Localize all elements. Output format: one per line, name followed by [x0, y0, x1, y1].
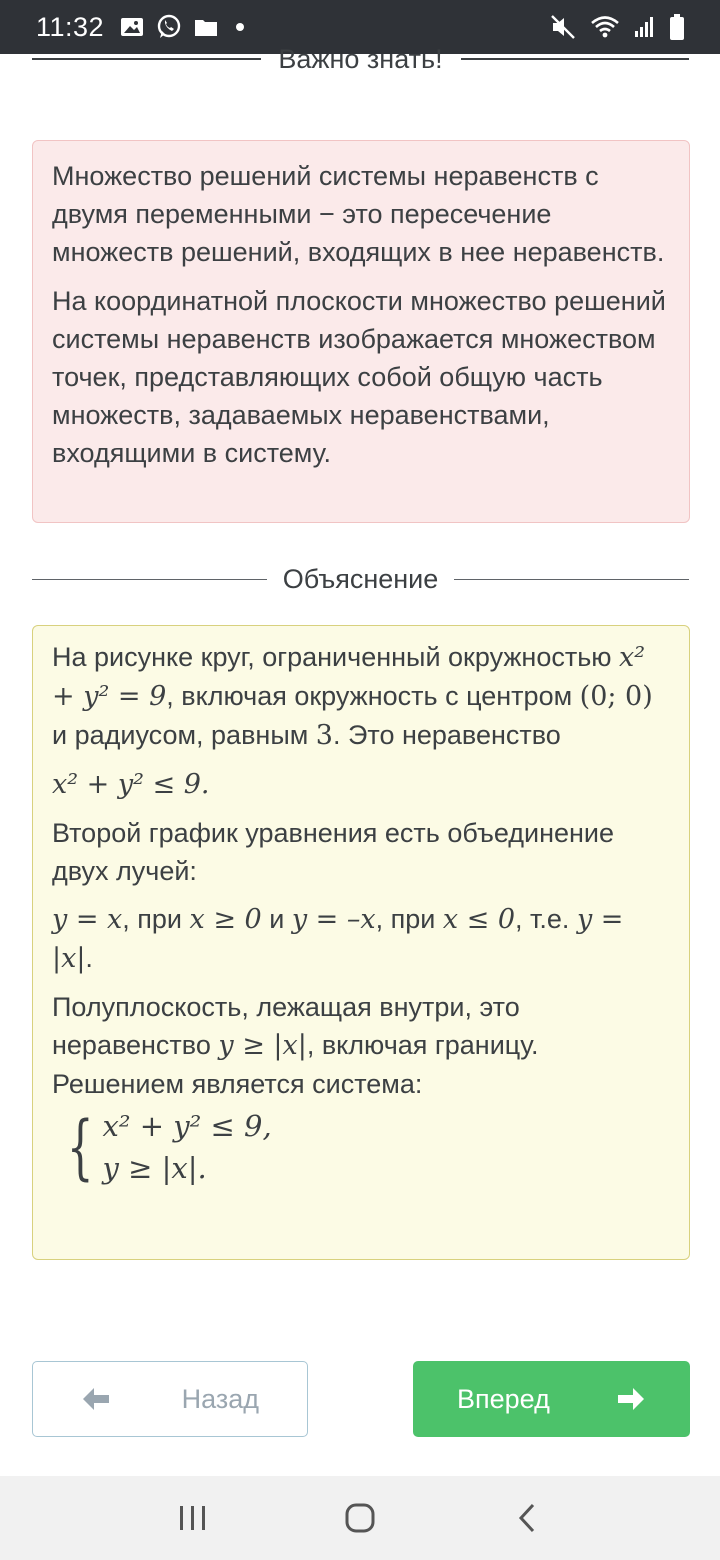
text: На рисунке круг, ограниченный окружностью: [52, 642, 620, 672]
arrow-left-icon: [81, 1386, 111, 1412]
dot-icon: [236, 23, 244, 31]
status-time: 11:32: [36, 11, 105, 42]
back-button-label: Назад: [181, 1383, 259, 1414]
text: и: [261, 904, 292, 934]
system-line-1: x² + y² ≤ 9,: [102, 1109, 272, 1143]
home-icon: [345, 1503, 375, 1533]
important-title: Важно знать!: [278, 44, 443, 74]
text: , включая окружность с центром: [166, 681, 580, 711]
status-right-icons: [550, 14, 684, 40]
wifi-icon: [590, 15, 620, 39]
important-paragraph: На координатной плоскости множество решений системы неравенств изображается множеством точек, представляющих собой общую часть множеств, задаваемых неравенствами, входящими в систему.: [52, 286, 666, 468]
important-box: [32, 140, 690, 523]
mute-icon: [550, 14, 576, 40]
math-formula: y ≥ |x|: [218, 1030, 307, 1061]
divider-line-left: [32, 58, 261, 60]
forward-button-label: Вперед: [457, 1383, 550, 1414]
whatsapp-icon: [156, 14, 182, 40]
forward-button[interactable]: [413, 1361, 690, 1437]
text: . Это неравенство: [332, 720, 561, 750]
explanation-title: Объяснение: [282, 564, 439, 594]
explanation-paragraph-6: Решением является система:: [52, 1069, 423, 1099]
important-divider: [32, 40, 689, 78]
recent-apps-icon: [178, 1504, 208, 1532]
back-nav-icon: [517, 1503, 537, 1533]
explanation-paragraph-1: [52, 638, 671, 755]
back-nav-button[interactable]: [497, 1488, 557, 1548]
battery-icon: [670, 14, 684, 40]
divider-line-right: [461, 58, 690, 60]
system-nav-bar: [0, 1476, 720, 1560]
system-line-2: y ≥ |x|.: [102, 1151, 207, 1185]
text: , при: [375, 904, 443, 934]
inequality-system: [58, 1105, 671, 1189]
explanation-paragraph-5: [52, 988, 671, 1065]
divider-line-right: [454, 579, 689, 580]
divider-line-left: [32, 579, 267, 580]
text: .: [85, 943, 93, 973]
math-formula: x ≤ 0: [442, 904, 516, 935]
signal-icon: [634, 15, 656, 39]
status-left-icons: [120, 14, 244, 40]
math-formula: y = –x: [291, 904, 376, 935]
text: , при: [122, 904, 190, 934]
math-formula: x ≥ 0: [189, 904, 262, 935]
important-paragraph: Множество решений системы неравенств с двумя переменными − это пересечение множеств решений, входящих в нее неравенств.: [52, 161, 665, 267]
math-formula: y = x: [52, 904, 123, 935]
image-icon: [120, 16, 144, 38]
brace-symbol: {: [66, 1106, 94, 1188]
folder-icon: [194, 17, 218, 37]
math-formula: x² + y² ≤ 9.: [52, 769, 210, 800]
explanation-paragraph-3: Второй график уравнения есть объединение двух лучей:: [52, 818, 615, 886]
explanation-box: [32, 625, 690, 1260]
explanation-paragraph-2: [52, 765, 671, 804]
text: , включая границу.: [306, 1030, 539, 1060]
math-formula: 3: [315, 720, 333, 751]
home-button[interactable]: [330, 1488, 390, 1548]
arrow-right-icon: [616, 1386, 646, 1412]
math-formula: (0; 0): [579, 681, 653, 712]
explanation-paragraph-4: [52, 900, 671, 978]
math-formula: y = |x|: [52, 904, 624, 974]
back-button[interactable]: [32, 1361, 308, 1437]
text: и радиусом, равным: [52, 720, 316, 750]
text: , т.е.: [515, 904, 577, 934]
text: Полуплоскость, лежащая внутри, это неравенство: [52, 992, 520, 1060]
system-lines: [103, 1105, 272, 1189]
recent-apps-button[interactable]: [163, 1488, 223, 1548]
math-formula: x² + y² = 9: [52, 642, 646, 712]
explanation-divider: [32, 560, 689, 598]
